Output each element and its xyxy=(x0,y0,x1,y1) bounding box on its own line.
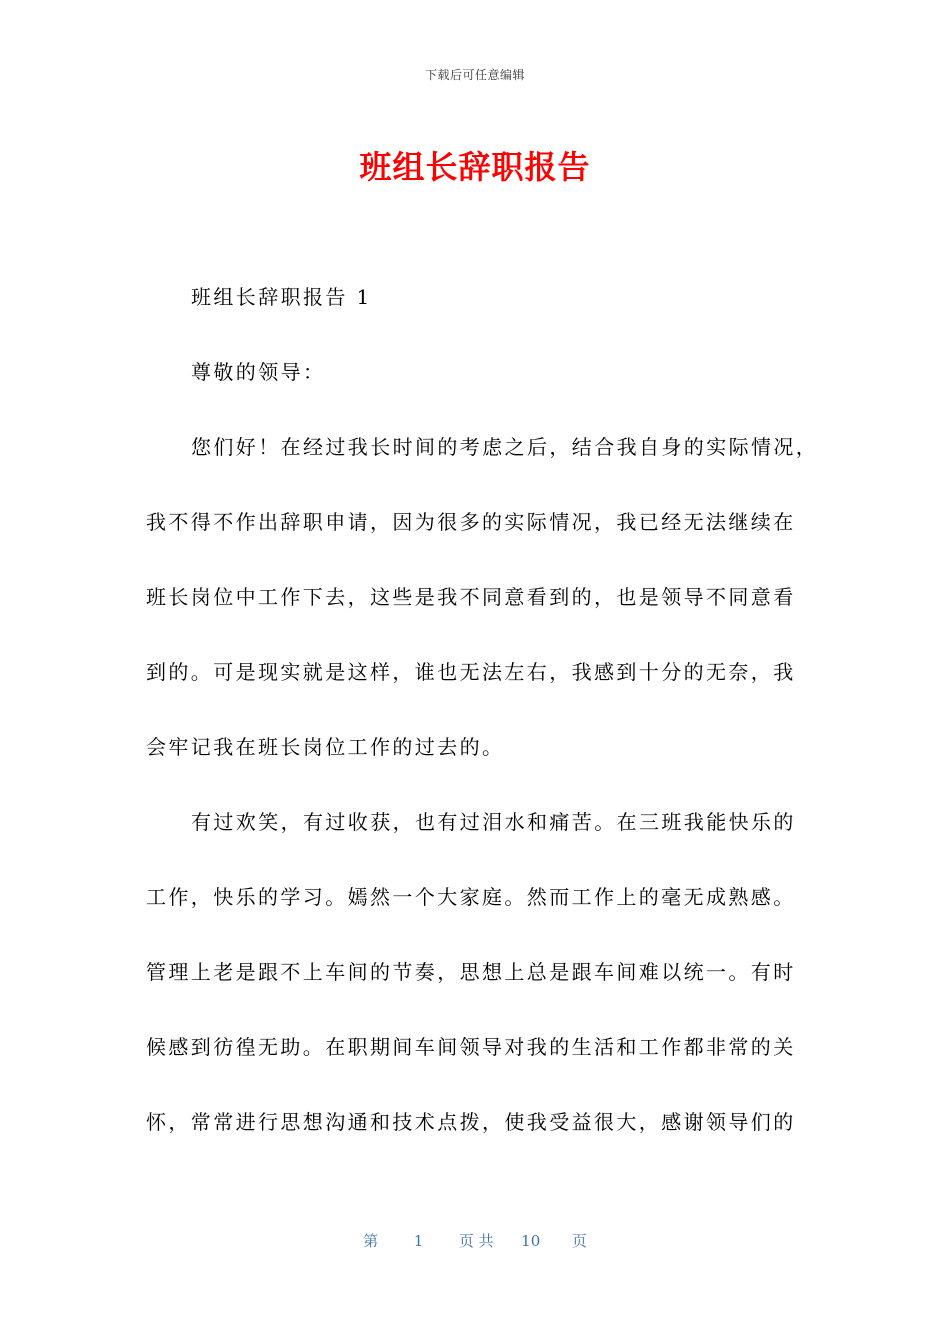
page-footer xyxy=(0,1230,950,1251)
body-line: 我不得不作出辞职申请，因为很多的实际情况，我已经无法继续在 xyxy=(146,510,796,534)
body-line: 尊敬的领导： xyxy=(191,360,326,384)
footer-current-page: 1 xyxy=(413,1232,424,1250)
body-line: 到的。可是现实就是这样，谁也无法左右，我感到十分的无奈，我 xyxy=(146,660,796,684)
footer-total-pages: 10 xyxy=(521,1232,541,1250)
header-note: 下载后可任意编辑 xyxy=(424,68,525,82)
body-line: 工作，快乐的学习。嫣然一个大家庭。然而工作上的毫无成熟感。 xyxy=(146,885,796,909)
document-title: 班组长辞职报告 xyxy=(359,148,591,186)
body-line: 怀，常常进行思想沟通和技术点拨，使我受益很大，感谢领导们的 xyxy=(146,1110,796,1134)
body-line: 候感到彷徨无助。在职期间车间领导对我的生活和工作都非常的关 xyxy=(146,1035,796,1059)
body-line: 您们好！在经过我长时间的考虑之后，结合我自身的实际情况， xyxy=(191,435,819,459)
footer-middle: 页 共 xyxy=(458,1232,494,1250)
footer-prefix: 第 xyxy=(363,1232,379,1250)
body-line: 班长岗位中工作下去，这些是我不同意看到的，也是领导不同意看 xyxy=(146,585,796,609)
body-line: 班组长辞职报告 1 xyxy=(191,285,372,309)
document-body xyxy=(146,279,819,1179)
body-line: 有过欢笑，有过收获，也有过泪水和痛苦。在三班我能快乐的 xyxy=(191,810,796,834)
body-line: 管理上老是跟不上车间的节奏，思想上总是跟车间难以统一。有时 xyxy=(146,960,796,984)
body-line: 会牢记我在班长岗位工作的过去的。 xyxy=(146,735,505,759)
footer-suffix: 页 xyxy=(571,1232,587,1250)
